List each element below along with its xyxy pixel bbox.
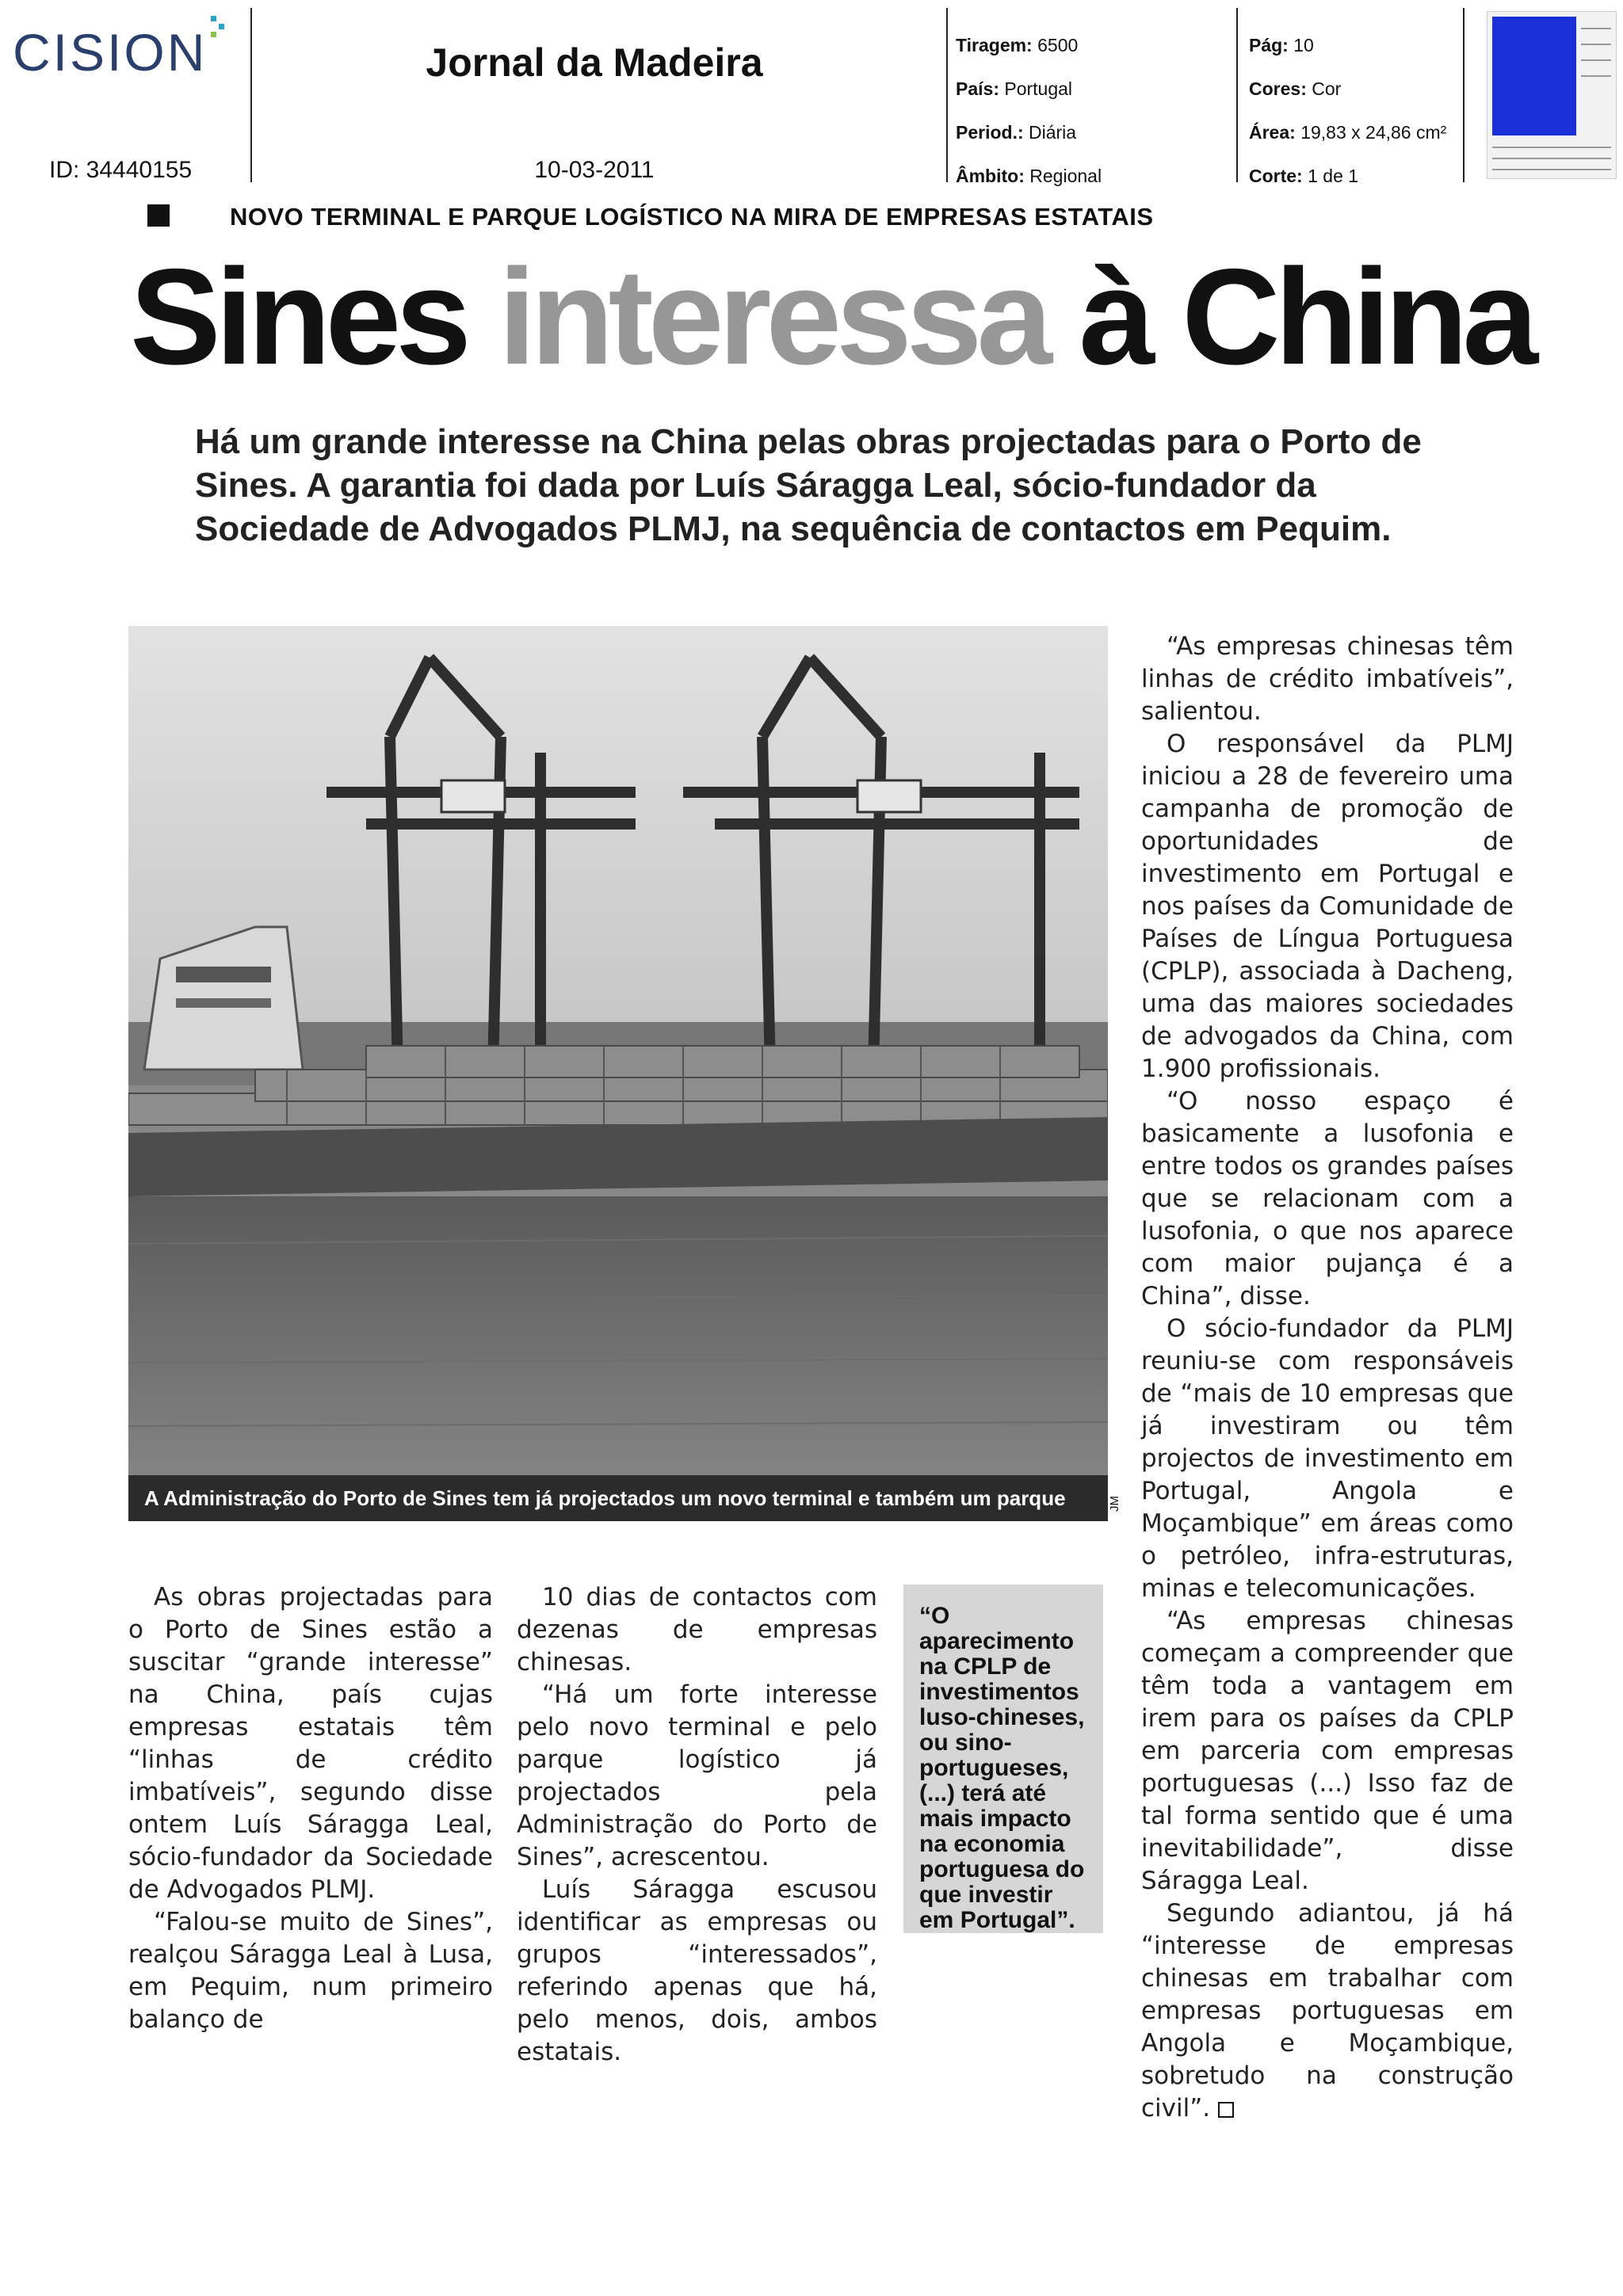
- meta-row: Period.: Diária: [956, 122, 1077, 143]
- meta-row: Âmbito: Regional: [956, 166, 1102, 186]
- headline-part: à China: [1047, 241, 1533, 393]
- kicker-square: [147, 204, 170, 227]
- cision-logo: CISION: [13, 23, 208, 82]
- publication-meta-left: [956, 24, 1102, 198]
- article-column-1: [128, 1581, 493, 2036]
- end-of-article-icon: [1218, 2102, 1234, 2118]
- meta-row: País: Portugal: [956, 78, 1073, 99]
- paragraph: Luís Sáragga escusou identificar as empresas ou grupos “interessados”, referindo apenas que há, pelo menos, dois, ambos estatais.: [517, 1875, 877, 2066]
- paragraph: “Há um forte interesse pelo novo terminal e pelo parque logístico já projectados pela Administração do Porto de Sines”, acrescentou.: [517, 1680, 877, 1871]
- meta-row: Pág: 10: [1249, 35, 1314, 55]
- port-photo: [128, 626, 1108, 1521]
- paragraph-last: Segundo adiantou, já há “interesse de empresas chinesas em trabalhar com empresas portuguesas em Angola e Moçambique, sobretudo na construção civil”.: [1141, 1899, 1514, 2122]
- port-cranes-image: [128, 626, 1108, 1521]
- paragraph: “O nosso espaço é basicamente a lusofonia e entre todos os grandes países que se relacionam com a lusofonia, o que nos aparece com maior pujança é a China”, disse.: [1141, 1087, 1514, 1310]
- photo-credit: JM: [1108, 1496, 1121, 1512]
- header-divider: [1236, 8, 1238, 182]
- header-divider: [1463, 8, 1465, 182]
- headline-part: Sines: [130, 241, 498, 393]
- meta-row: Corte: 1 de 1: [1249, 166, 1359, 186]
- headline-part-highlight: interessa: [498, 241, 1048, 393]
- page-thumbnail[interactable]: [1487, 11, 1617, 179]
- clip-id: ID: 34440155: [49, 157, 193, 183]
- cision-logo-mark-icon: [208, 13, 236, 41]
- paragraph: “Falou-se muito de Sines”, realçou Sáragga Leal à Lusa, em Pequim, num primeiro balanço de: [128, 1908, 493, 2034]
- meta-row: Tiragem: 6500: [956, 35, 1079, 55]
- publication-meta-right: [1249, 24, 1446, 198]
- header-divider: [250, 8, 252, 182]
- paragraph: 10 dias de contactos com dezenas de empresas chinesas.: [517, 1583, 877, 1676]
- thumbnail-highlight: [1492, 17, 1576, 135]
- publication-name: Jornal da Madeira: [426, 40, 763, 85]
- meta-row: Área: 19,83 x 24,86 cm²: [1249, 122, 1447, 143]
- headline: [130, 238, 1533, 396]
- article-column-2: [517, 1581, 877, 2069]
- paragraph: O sócio-fundador da PLMJ reuniu-se com responsáveis de “mais de 10 empresas que já investiram ou têm projectos de investimento em Portugal, Angola e Moçambique” em áreas como o petróleo, infra-estruturas, minas e telecomunicações.: [1141, 1314, 1514, 1603]
- paragraph: “As empresas chinesas começam a compreender que têm toda a vantagem em irem para os países da CPLP em parceria com empresas portuguesas (...) Isso faz de tal forma sentido que é uma inevitabilidade”, disse Sáragga Leal.: [1141, 1607, 1514, 1895]
- header-divider: [946, 8, 948, 182]
- kicker: NOVO TERMINAL E PARQUE LOGÍSTICO NA MIRA DE EMPRESAS ESTATAIS: [230, 203, 1154, 231]
- meta-row: Cores: Cor: [1249, 78, 1342, 99]
- pull-quote: “O aparecimento na CPLP de investimentos luso-chineses, ou sino-portugueses, (...) terá até mais impacto na economia portuguesa do que investir em Portugal”.: [903, 1585, 1103, 1933]
- lead-paragraph: Há um grande interesse na China pelas obras projectadas para o Porto de Sines. A garantia foi dada por Luís Sáragga Leal, sócio-fundador da Sociedade de Advogados PLMJ, na sequência de contactos em Pequim.: [195, 422, 1422, 548]
- photo-caption: A Administração do Porto de Sines tem já projectados um novo terminal e também um parque logístico.: [128, 1475, 1108, 1521]
- paragraph: “As empresas chinesas têm linhas de crédito imbatíveis”, salientou.: [1141, 632, 1514, 726]
- article-column-3: [1141, 631, 1514, 2125]
- paragraph: As obras projectadas para o Porto de Sines estão a suscitar “grande interesse” na China, país cujas empresas estatais têm “linhas de crédito imbatíveis”, segundo disse ontem Luís Sáragga Leal, sócio-fundador da Sociedade de Advogados PLMJ.: [128, 1583, 493, 1904]
- paragraph: O responsável da PLMJ iniciou a 28 de fevereiro uma campanha de promoção de oportunidades de investimento em Portugal e nos países da Comunidade de Países de Língua Portuguesa (CPLP), associada à Dacheng, uma das maiores sociedades de advogados da China, com 1.900 profissionais.: [1141, 730, 1514, 1083]
- publication-date: 10-03-2011: [534, 157, 655, 183]
